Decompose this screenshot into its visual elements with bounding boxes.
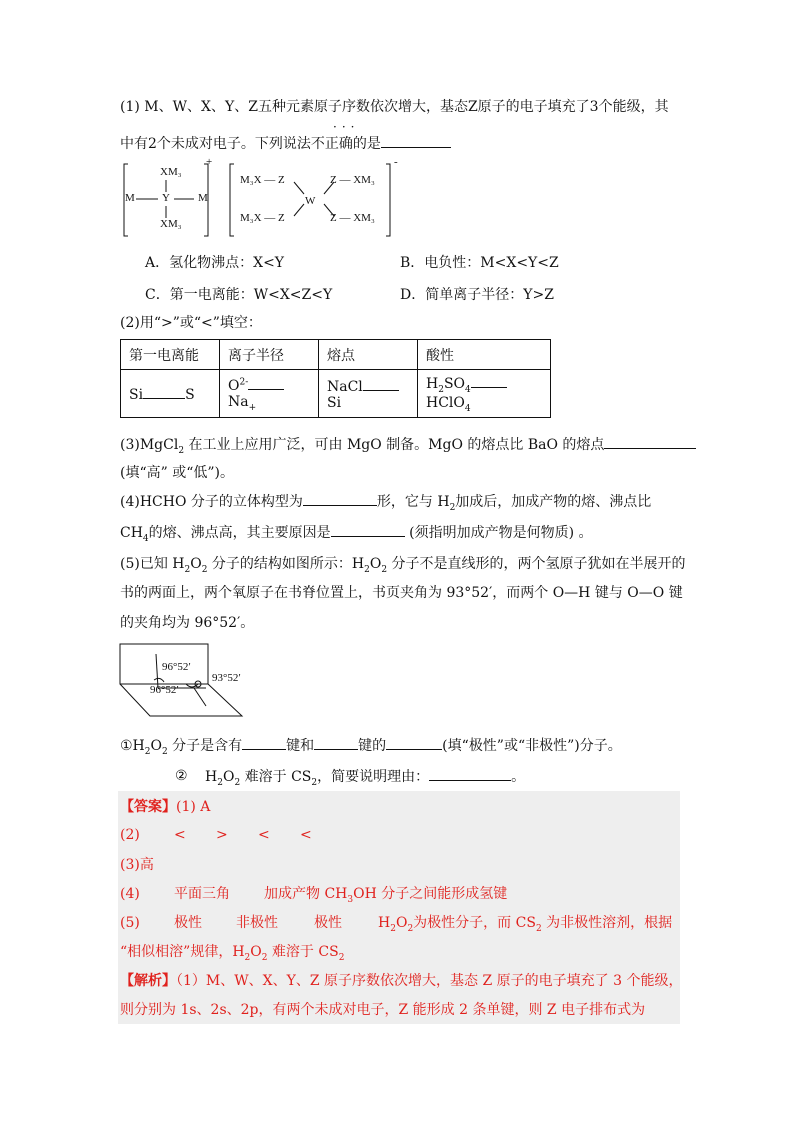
q4-text-c: 加成后，加成产物的熔、沸点比 — [455, 494, 652, 510]
sub: 2 — [390, 923, 396, 934]
cell-h: H — [426, 376, 439, 393]
analysis-line1 — [120, 971, 682, 991]
emphasis-dots: ··· — [333, 120, 360, 134]
sub: 2 — [184, 564, 191, 575]
answer-2-val-1: < — [174, 827, 186, 843]
q4-text-b: 形，它与 H — [376, 494, 450, 510]
analysis-text-1: （1）M、W、X、Y、Z 原子序数依次增大，基态 Z 原子的电子填充了 3 个能级， — [176, 973, 683, 989]
q1-line2-text: 中有2个未成对电子。下列说法不正确的是 — [120, 136, 381, 152]
sub: 3 — [347, 894, 354, 905]
sub2-e: ，简要说明理由： — [317, 769, 430, 785]
a5v4c: 为极性分子，而 CS — [413, 915, 536, 931]
answer-4-val-2a: 加成产物 CH — [264, 886, 348, 902]
sub: 4 — [465, 385, 471, 395]
answer-5-val-3: 极性 — [314, 915, 342, 931]
answer-5-line2 — [120, 942, 344, 968]
sub: 2 — [364, 564, 370, 575]
answer-tag: 【答案】 — [120, 799, 176, 815]
angle-label-upper: 96°52′ — [162, 661, 191, 673]
cell-si-s[interactable] — [121, 370, 220, 418]
sub: 2 — [261, 952, 268, 963]
sub: 2 — [449, 502, 456, 513]
q4-text-d: CH — [120, 525, 143, 541]
answer-2-val-4: < — [300, 827, 312, 843]
sub: 2 — [244, 952, 251, 963]
q5-line1 — [120, 554, 686, 580]
sub2-f: 。 — [511, 769, 526, 785]
sub2-line — [205, 766, 525, 793]
sub: 2 — [144, 746, 151, 757]
cell-s: S — [185, 387, 195, 403]
q1-line1: (1) M、W、X、Y、Z五种元素原子序数依次增大，基态Z原子的电子填充了3个能级，其 — [120, 99, 669, 115]
sub: 4 — [464, 403, 471, 414]
sub: 2 — [407, 923, 414, 934]
sub1-d: 键和 — [286, 738, 315, 754]
q3-blank[interactable] — [604, 434, 696, 449]
sub: 2 — [201, 564, 208, 575]
angle-label-right: 93°52′ — [212, 672, 241, 684]
q4-line2 — [120, 522, 592, 549]
a5v4d: 为非极性溶剂，根据 — [541, 915, 673, 931]
header-radius: 离子半径 — [220, 340, 319, 370]
answer-4-val-1: 平面三角 — [174, 886, 230, 902]
q4-blank-shape[interactable] — [303, 491, 377, 506]
q4-text-f: (须指明加成产物是何物质) 。 — [404, 525, 593, 541]
answer-2-val-2: > — [216, 827, 228, 843]
q5-a: (5)已知 H — [120, 556, 185, 572]
sub: 2 — [381, 564, 388, 575]
q5-line2: 书的两面上，两个氧原子在书脊位置上，书页夹角为 93°52′，而两个 O—H 键与 O—O 键 — [120, 585, 683, 601]
sub2-num: ② — [175, 768, 188, 784]
struct1-center: Y — [162, 192, 170, 204]
sub1-f: (填“极性”或“非极性”)分子。 — [442, 738, 622, 754]
angle-label-lower: 96°52′ — [150, 684, 179, 696]
option-c[interactable]: C．第一电离能：W<X<Z<Y — [145, 287, 333, 303]
sub1-b: O — [150, 738, 162, 754]
sub1-c: 分子是含有 — [167, 738, 243, 754]
q1-answer-blank[interactable] — [381, 133, 451, 148]
answer-2-val-3: < — [258, 827, 270, 843]
q3-text-b: 在工业上应用广泛，可由 MgO 制备。MgO 的熔点比 BaO 的熔点 — [184, 437, 605, 453]
option-b[interactable]: B．电负性：M<X<Y<Z — [400, 255, 559, 271]
q4-line1 — [120, 491, 651, 518]
struct2-tr: Z — XM₃ — [330, 174, 375, 186]
sub2-c: O — [222, 769, 235, 785]
q5-d: O — [369, 556, 382, 572]
sub1-blank-1[interactable] — [242, 735, 286, 750]
sub1-line — [120, 735, 622, 762]
sub: 2 — [535, 923, 542, 934]
cell-o-na[interactable] — [220, 370, 319, 418]
cell-acids[interactable] — [418, 370, 551, 418]
option-d[interactable]: D．简单离子半径：Y>Z — [400, 287, 554, 303]
sub: 2 — [178, 445, 185, 456]
answer-5-val-4 — [378, 913, 672, 939]
struct2-charge: - — [394, 156, 398, 168]
sub2-blank[interactable] — [429, 766, 511, 781]
q4-blank-reason[interactable] — [331, 522, 405, 537]
cell-hclo: HClO — [426, 395, 465, 411]
header-melting: 熔点 — [319, 340, 418, 370]
answer-5-val-1: 极性 — [174, 915, 202, 931]
cell-o: O — [228, 377, 240, 394]
struct2-center: W — [305, 195, 316, 207]
q5-line3: 的夹角均为 96°52′。 — [120, 615, 255, 631]
comparison-table — [120, 339, 551, 418]
cell-si2: Si — [327, 395, 342, 411]
sub: 2 — [338, 952, 345, 963]
q3-text-a: (3)MgCl — [120, 437, 179, 453]
a5l2b: O — [250, 944, 262, 960]
answer-line1 — [120, 797, 210, 817]
analysis-tag: 【解析】 — [120, 973, 176, 989]
sub2-d: 难溶于 CS — [240, 769, 312, 785]
option-a[interactable]: A．氢化物沸点：X<Y — [145, 255, 285, 271]
a5l2a: “相似相溶”规律，H — [120, 944, 245, 960]
sub: 4 — [142, 533, 149, 544]
sub: 2 — [438, 385, 444, 395]
analysis-line2: 则分别为 1s、2s、2p，有两个未成对电子，Z 能形成 2 条单键，则 Z 电子排布式为 — [120, 1002, 646, 1018]
a5v4a: H — [378, 915, 391, 931]
answer-3: (3)高 — [120, 857, 154, 873]
sub: 2 — [217, 777, 223, 788]
answer-4-label: (4) — [120, 886, 140, 902]
q1-line2 — [120, 133, 451, 154]
q3-line2: (填“高” 或“低”)。 — [120, 465, 235, 481]
q4-text-a: (4)HCHO 分子的立体构型为 — [120, 494, 303, 510]
blank-2[interactable] — [248, 375, 284, 390]
struct1-charge: + — [206, 156, 213, 168]
cell-so: SO — [443, 376, 466, 393]
struct1-bottom: XM₃ — [160, 218, 182, 230]
q5-e: 分子不是直线形的，两个氢原子犹如在半展开的 — [387, 556, 686, 572]
q2-intro: (2)用“>”或“<”填空： — [120, 315, 262, 331]
answer-5-val-2: 非极性 — [236, 915, 278, 931]
sub1-blank-2[interactable] — [314, 735, 358, 750]
q5-b: O — [190, 556, 202, 572]
struct1-top: XM₃ — [160, 166, 182, 178]
cell-na-charge: + — [248, 402, 257, 413]
a5l2c: 难溶于 CS — [267, 944, 339, 960]
q3-line1 — [120, 434, 696, 461]
sub2-b: H — [205, 769, 218, 785]
sub1-e: 键的 — [358, 738, 387, 754]
header-ionization: 第一电离能 — [121, 340, 220, 370]
struct1-right: M — [198, 192, 208, 204]
sub1-blank-3[interactable] — [386, 735, 442, 750]
struct2-br: Z — XM₃ — [330, 212, 375, 224]
cell-na: Na — [228, 393, 249, 410]
struct2-bl: M₃X — Z — [240, 212, 285, 224]
answer-5-label: (5) — [120, 915, 140, 931]
struct2-tl: M₃X — Z — [240, 174, 285, 186]
q4-text-e: 的熔、沸点高，其主要原因是 — [148, 525, 331, 541]
sub: 2 — [234, 777, 241, 788]
struct1-left: M — [125, 192, 135, 204]
cell-nacl-si[interactable] — [319, 370, 418, 418]
answer-1: (1) A — [176, 799, 211, 815]
blank-4[interactable] — [471, 373, 507, 388]
a5v4b: O — [395, 915, 408, 931]
blank-3[interactable] — [363, 376, 399, 391]
header-acidity: 酸性 — [418, 340, 551, 370]
cell-si: Si — [129, 387, 144, 403]
sub1-a: ①H — [120, 738, 145, 754]
answer-4-val-2 — [264, 884, 507, 910]
blank-1[interactable] — [143, 384, 185, 399]
sub: 2 — [161, 746, 168, 757]
sub: 2 — [311, 777, 318, 788]
q5-c: 分子的结构如图所示：H — [207, 556, 365, 572]
answer-4-val-2b: OH 分子之间能形成氢键 — [353, 886, 508, 902]
cell-o-charge: 2- — [239, 376, 249, 387]
answer-2-label: (2) — [120, 827, 140, 843]
cell-nacl: NaCl — [327, 379, 363, 395]
